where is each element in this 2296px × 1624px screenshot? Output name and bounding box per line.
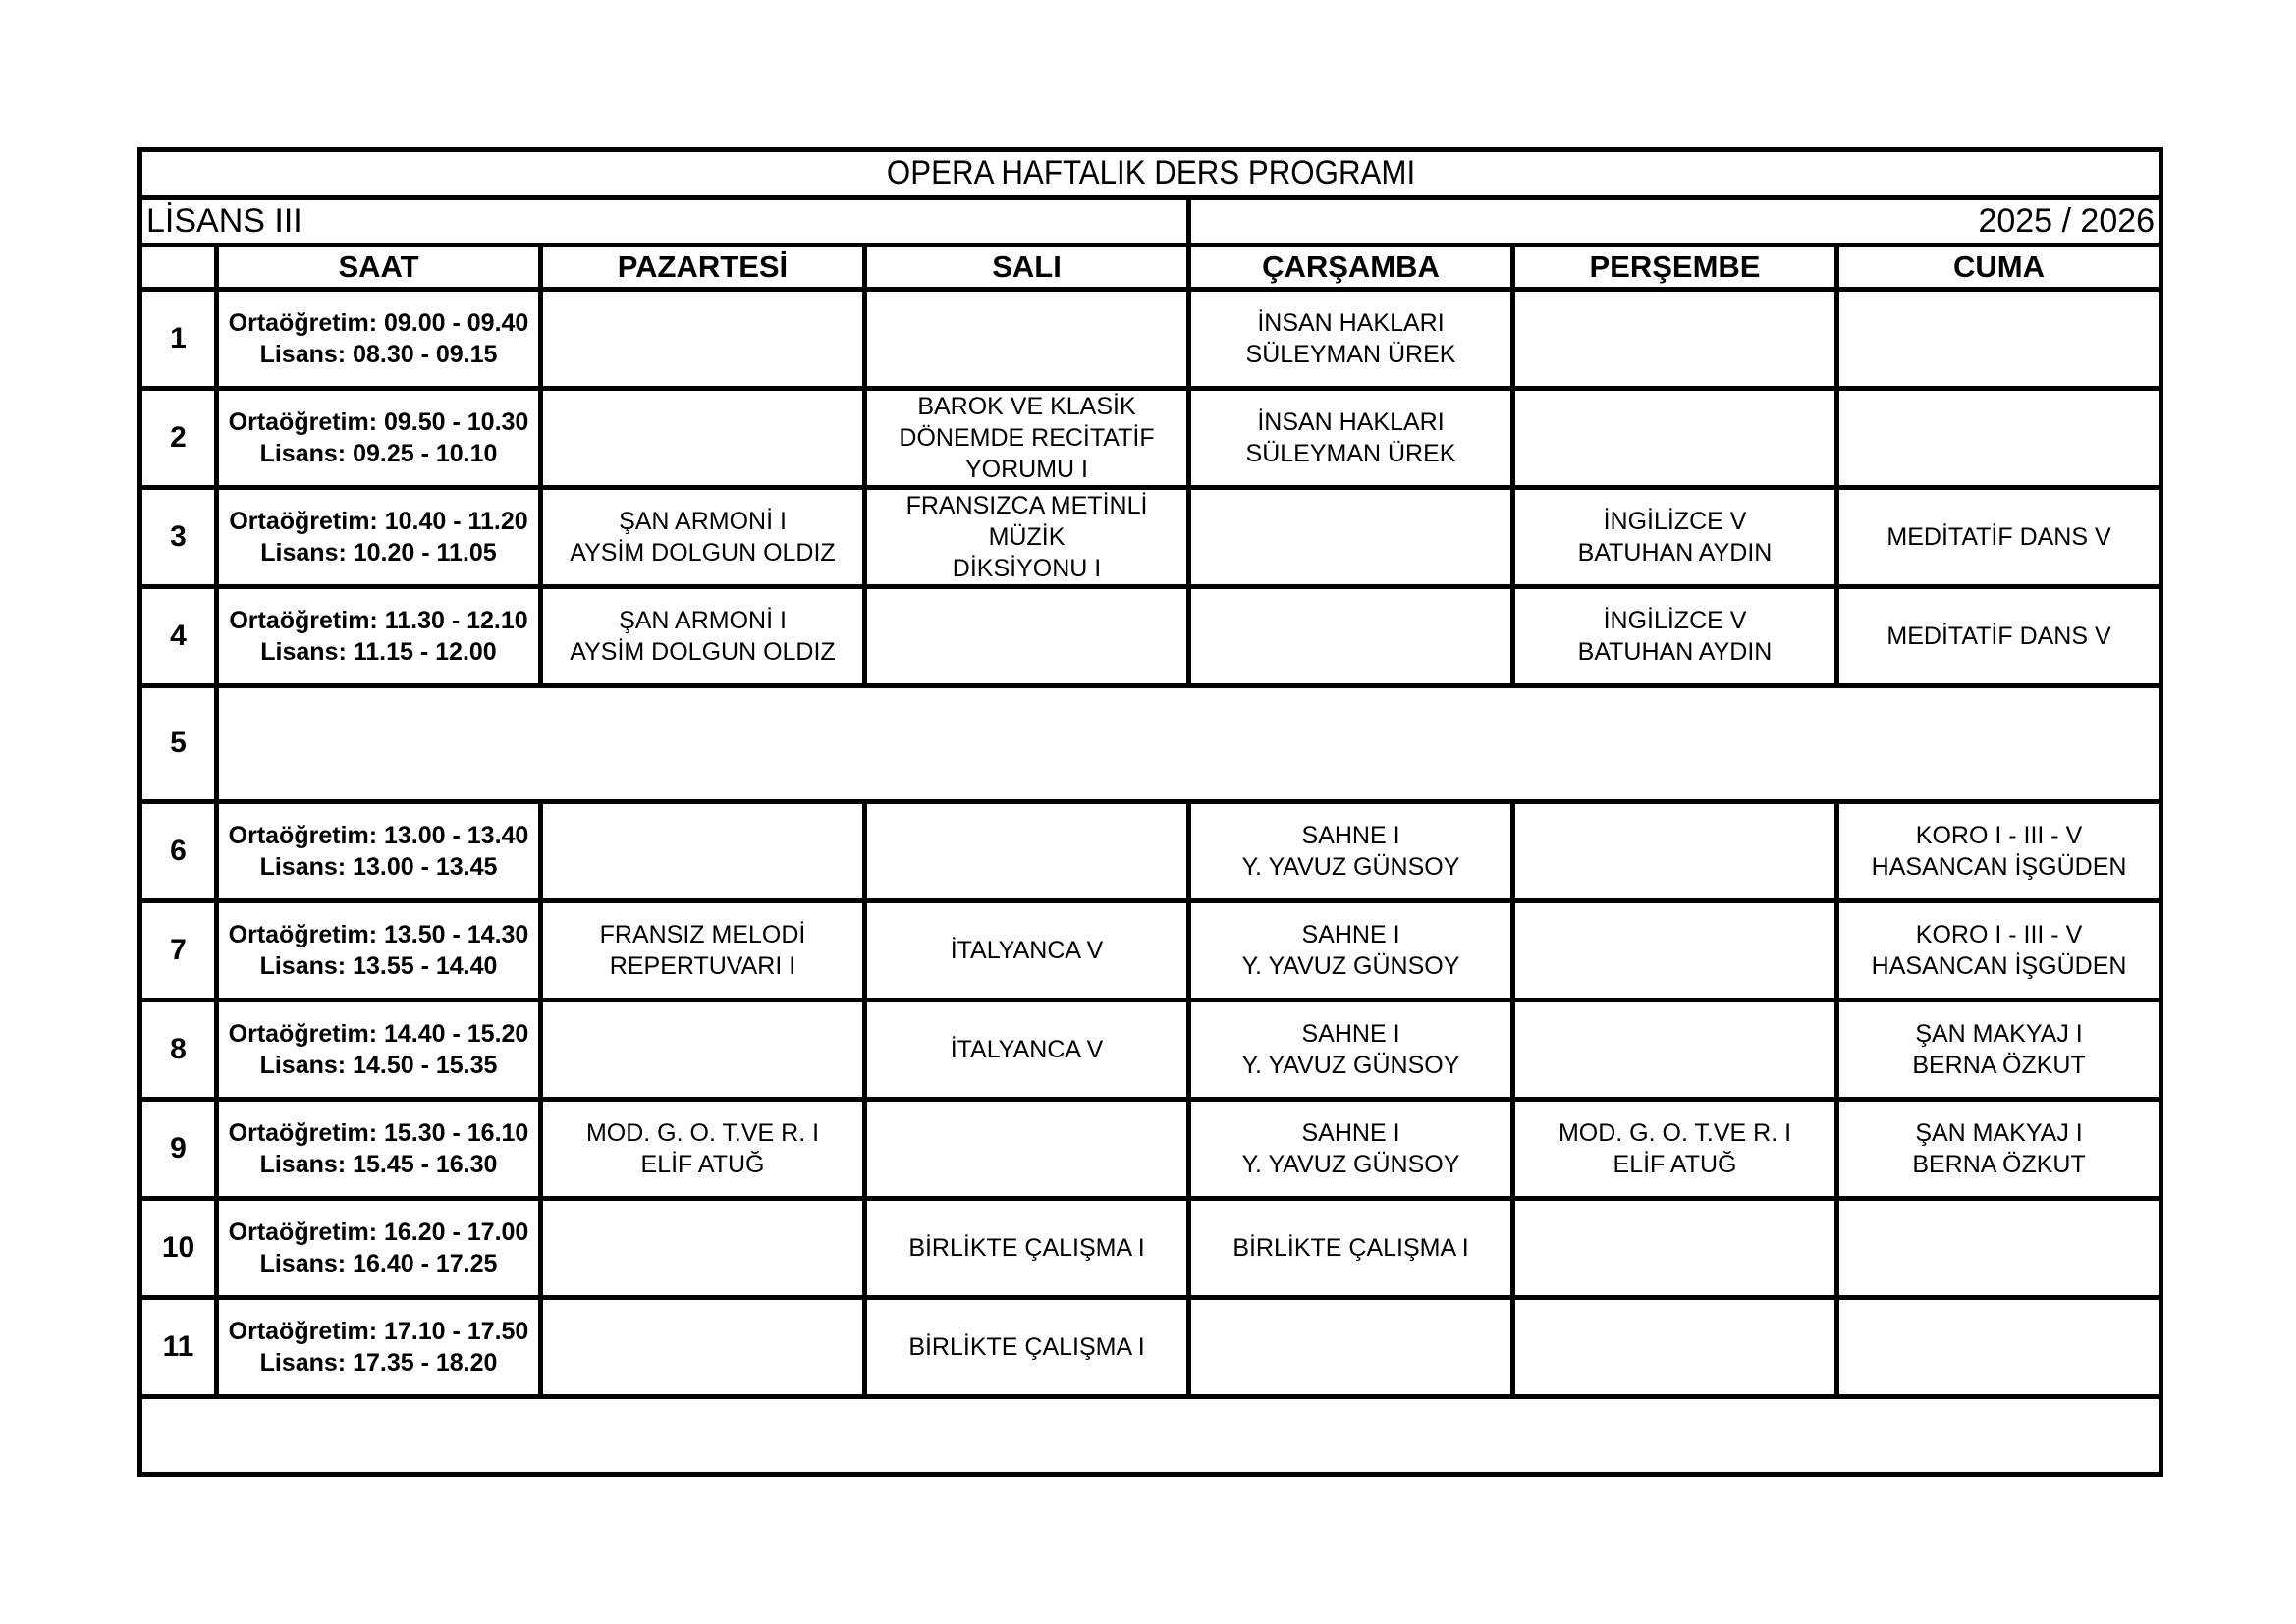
ortaogretim-time: Ortaöğretim: 09.50 - 10.30 xyxy=(228,407,529,436)
ortaogretim-time: Ortaöğretim: 10.40 - 11.20 xyxy=(229,507,528,535)
schedule-row xyxy=(140,1000,2161,1099)
course-detail: Y. YAVUZ GÜNSOY xyxy=(1241,1150,1460,1178)
course-detail: DİKSİYONU I xyxy=(952,554,1102,582)
course-name: İNSAN HAKLARI xyxy=(1257,407,1445,436)
course-cell-carsamba xyxy=(1189,1000,1513,1099)
course-name: İTALYANCA V xyxy=(950,1035,1104,1063)
lisans-time: Lisans: 11.15 - 12.00 xyxy=(260,637,497,666)
course-name: FRANSIZ MELODİ xyxy=(599,920,806,948)
course-cell-carsamba xyxy=(1189,487,1513,586)
course-detail: YORUMU I xyxy=(965,455,1088,483)
header-number-blank xyxy=(140,245,217,290)
schedule-row xyxy=(140,801,2161,900)
course-detail: SÜLEYMAN ÜREK xyxy=(1245,340,1456,368)
course-cell-persembe xyxy=(1513,1099,1837,1198)
period-time xyxy=(217,289,541,388)
course-name: BİRLİKTE ÇALIŞMA I xyxy=(908,1233,1145,1262)
course-cell-persembe xyxy=(1513,487,1837,586)
course-cell-pazartesi xyxy=(541,388,865,487)
weekly-schedule-table xyxy=(137,147,2163,1477)
lisans-time: Lisans: 13.55 - 14.40 xyxy=(259,951,498,980)
course-cell-cuma xyxy=(1837,1000,2161,1099)
course-cell-sali xyxy=(865,801,1189,900)
course-detail: ELİF ATUĞ xyxy=(1613,1150,1737,1178)
period-number: 8 xyxy=(140,1000,217,1099)
lisans-time: Lisans: 14.50 - 15.35 xyxy=(259,1051,498,1079)
header-cuma: CUMA xyxy=(1837,245,2161,290)
course-cell-persembe xyxy=(1513,289,1837,388)
course-name: SAHNE I xyxy=(1301,920,1400,948)
course-cell-carsamba xyxy=(1189,289,1513,388)
day-header-row xyxy=(140,245,2161,290)
course-cell-cuma xyxy=(1837,388,2161,487)
header-carsamba: ÇARŞAMBA xyxy=(1189,245,1513,290)
course-name: FRANSIZCA METİNLİ MÜZİK xyxy=(905,491,1148,551)
course-detail: Y. YAVUZ GÜNSOY xyxy=(1241,951,1460,980)
course-cell-pazartesi xyxy=(541,487,865,586)
course-name: MOD. G. O. T.VE R. I xyxy=(1558,1118,1792,1147)
header-saat: SAAT xyxy=(217,245,541,290)
course-detail: Y. YAVUZ GÜNSOY xyxy=(1241,852,1460,881)
lisans-time: Lisans: 09.25 - 10.10 xyxy=(259,439,498,467)
course-cell-cuma xyxy=(1837,487,2161,586)
schedule-row xyxy=(140,289,2161,388)
course-detail: BERNA ÖZKUT xyxy=(1912,1051,2086,1079)
period-number: 5 xyxy=(140,685,217,801)
lisans-time: Lisans: 10.20 - 11.05 xyxy=(260,538,497,567)
schedule-row xyxy=(140,1099,2161,1198)
period-time xyxy=(217,801,541,900)
period-number: 9 xyxy=(140,1099,217,1198)
course-detail: REPERTUVARI I xyxy=(609,951,796,980)
schedule-row xyxy=(140,1198,2161,1297)
period-number: 6 xyxy=(140,801,217,900)
course-detail: SÜLEYMAN ÜREK xyxy=(1245,439,1456,467)
ortaogretim-time: Ortaöğretim: 09.00 - 09.40 xyxy=(228,308,529,337)
course-detail: BATUHAN AYDIN xyxy=(1577,538,1773,567)
ortaogretim-time: Ortaöğretim: 13.00 - 13.40 xyxy=(228,821,529,849)
course-cell-carsamba xyxy=(1189,1099,1513,1198)
period-number: 1 xyxy=(140,289,217,388)
schedule-row xyxy=(140,1297,2161,1396)
course-cell-carsamba xyxy=(1189,801,1513,900)
course-detail: DÖNEMDE RECİTATİF xyxy=(899,423,1155,452)
footer-cell xyxy=(140,1396,2161,1474)
course-cell-persembe xyxy=(1513,1297,1837,1396)
lisans-time: Lisans: 17.35 - 18.20 xyxy=(259,1348,498,1377)
course-cell-persembe xyxy=(1513,586,1837,685)
course-name: ŞAN ARMONİ I xyxy=(619,507,787,535)
ortaogretim-time: Ortaöğretim: 17.10 - 17.50 xyxy=(228,1317,529,1345)
ortaogretim-time: Ortaöğretim: 14.40 - 15.20 xyxy=(228,1019,529,1048)
course-name: KORO I - III - V xyxy=(1915,920,2083,948)
schedule-row xyxy=(140,900,2161,1000)
course-name: İTALYANCA V xyxy=(950,936,1104,964)
header-persembe: PERŞEMBE xyxy=(1513,245,1837,290)
lisans-time: Lisans: 13.00 - 13.45 xyxy=(259,852,498,881)
course-name: MOD. G. O. T.VE R. I xyxy=(585,1118,820,1147)
course-cell-pazartesi xyxy=(541,1297,865,1396)
course-name: BAROK VE KLASİK xyxy=(917,392,1136,420)
academic-year: 2025 / 2026 xyxy=(1189,197,2161,245)
ortaogretim-time: Ortaöğretim: 11.30 - 12.10 xyxy=(229,606,528,634)
course-cell-pazartesi xyxy=(541,1198,865,1297)
course-detail: Y. YAVUZ GÜNSOY xyxy=(1241,1051,1460,1079)
lunch-break-row xyxy=(140,685,2161,801)
course-cell-sali xyxy=(865,1099,1189,1198)
lisans-time: Lisans: 08.30 - 09.15 xyxy=(259,340,498,368)
period-time xyxy=(217,1297,541,1396)
header-pazartesi: PAZARTESİ xyxy=(541,245,865,290)
period-time xyxy=(217,586,541,685)
course-detail: HASANCAN İŞGÜDEN xyxy=(1871,951,2127,980)
course-cell-carsamba xyxy=(1189,388,1513,487)
course-cell-carsamba xyxy=(1189,900,1513,1000)
course-name: İNGİLİZCE V xyxy=(1603,606,1747,634)
footer-row xyxy=(140,1396,2161,1474)
header-sali: SALI xyxy=(865,245,1189,290)
course-name: KORO I - III - V xyxy=(1915,821,2083,849)
course-cell-persembe xyxy=(1513,1198,1837,1297)
course-detail: BATUHAN AYDIN xyxy=(1577,637,1773,666)
course-cell-cuma xyxy=(1837,586,2161,685)
program-label: LİSANS III xyxy=(140,197,1189,245)
period-time xyxy=(217,1198,541,1297)
course-cell-cuma xyxy=(1837,1099,2161,1198)
period-time xyxy=(217,388,541,487)
schedule-row xyxy=(140,487,2161,586)
course-detail: HASANCAN İŞGÜDEN xyxy=(1871,852,2127,881)
course-cell-pazartesi xyxy=(541,801,865,900)
course-cell-pazartesi xyxy=(541,1000,865,1099)
ortaogretim-time: Ortaöğretim: 16.20 - 17.00 xyxy=(228,1218,529,1246)
course-cell-sali xyxy=(865,1297,1189,1396)
course-cell-cuma xyxy=(1837,801,2161,900)
course-name: SAHNE I xyxy=(1301,1118,1400,1147)
course-name: ŞAN ARMONİ I xyxy=(619,606,787,634)
period-number: 7 xyxy=(140,900,217,1000)
course-cell-sali xyxy=(865,487,1189,586)
ortaogretim-time: Ortaöğretim: 15.30 - 16.10 xyxy=(228,1118,529,1147)
lisans-time: Lisans: 15.45 - 16.30 xyxy=(259,1150,498,1178)
course-detail: AYSİM DOLGUN OLDIZ xyxy=(570,637,836,666)
period-time xyxy=(217,1099,541,1198)
course-cell-pazartesi xyxy=(541,900,865,1000)
course-cell-sali xyxy=(865,388,1189,487)
course-cell-persembe xyxy=(1513,1000,1837,1099)
course-detail: ELİF ATUĞ xyxy=(640,1150,765,1178)
course-name: BİRLİKTE ÇALIŞMA I xyxy=(1232,1233,1469,1262)
period-time xyxy=(217,1000,541,1099)
course-cell-sali xyxy=(865,586,1189,685)
course-name: İNGİLİZCE V xyxy=(1603,507,1747,535)
schedule-row xyxy=(140,388,2161,487)
course-detail: BERNA ÖZKUT xyxy=(1912,1150,2086,1178)
course-cell-persembe xyxy=(1513,388,1837,487)
course-cell-pazartesi xyxy=(541,586,865,685)
period-number: 10 xyxy=(140,1198,217,1297)
course-name: ŞAN MAKYAJ I xyxy=(1915,1118,2083,1147)
course-name: ŞAN MAKYAJ I xyxy=(1915,1019,2083,1048)
course-detail: AYSİM DOLGUN OLDIZ xyxy=(570,538,836,567)
course-cell-sali xyxy=(865,900,1189,1000)
course-cell-sali xyxy=(865,1000,1189,1099)
course-name: İNSAN HAKLARI xyxy=(1257,308,1445,337)
course-cell-cuma xyxy=(1837,1198,2161,1297)
course-name: BİRLİKTE ÇALIŞMA I xyxy=(908,1332,1145,1361)
period-number: 11 xyxy=(140,1297,217,1396)
course-name: MEDİTATİF DANS V xyxy=(1886,522,2111,551)
course-cell-cuma xyxy=(1837,1297,2161,1396)
lisans-time: Lisans: 16.40 - 17.25 xyxy=(259,1249,498,1277)
course-cell-carsamba xyxy=(1189,1297,1513,1396)
course-cell-sali xyxy=(865,289,1189,388)
course-cell-pazartesi xyxy=(541,1099,865,1198)
period-number: 4 xyxy=(140,586,217,685)
course-cell-pazartesi xyxy=(541,289,865,388)
period-time xyxy=(217,900,541,1000)
course-name: SAHNE I xyxy=(1301,821,1400,849)
course-name: SAHNE I xyxy=(1301,1019,1400,1048)
period-number: 2 xyxy=(140,388,217,487)
course-cell-cuma xyxy=(1837,289,2161,388)
period-time xyxy=(217,487,541,586)
course-cell-persembe xyxy=(1513,900,1837,1000)
course-cell-sali xyxy=(865,1198,1189,1297)
course-cell-carsamba xyxy=(1189,586,1513,685)
course-cell-carsamba xyxy=(1189,1198,1513,1297)
ortaogretim-time: Ortaöğretim: 13.50 - 14.30 xyxy=(228,920,529,948)
course-cell-persembe xyxy=(1513,801,1837,900)
lunch-break-cell xyxy=(217,685,2161,801)
course-cell-cuma xyxy=(1837,900,2161,1000)
schedule-row xyxy=(140,586,2161,685)
course-name: MEDİTATİF DANS V xyxy=(1886,622,2111,650)
schedule-title: OPERA HAFTALIK DERS PROGRAMI xyxy=(221,150,2080,198)
period-number: 3 xyxy=(140,487,217,586)
